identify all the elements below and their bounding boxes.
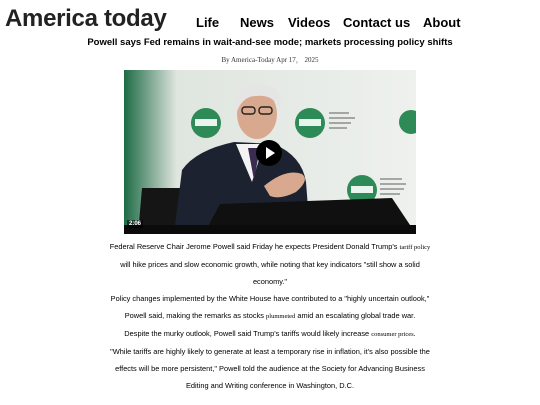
nav-link-about[interactable]: About: [423, 15, 461, 30]
article-paragraph: Federal Reserve Chair Jerome Powell said Friday he expects President Donald Trump's tariff policy will hike prices and slow economic growth, while noting that key indicators "still show a solid economy.": [109, 242, 431, 286]
inline-term: tariff policy: [399, 244, 431, 251]
inline-term: consumer prices: [371, 331, 414, 338]
nav-link-contact-us[interactable]: Contact us: [343, 15, 411, 30]
nav-link-news[interactable]: News: [240, 15, 274, 30]
article-byline: By America-Today Apr 17， 2025: [221, 56, 319, 64]
article-paragraph: Policy changes implemented by the White House have contributed to a "highly uncertain outlook," Powell said, making the remarks as stocks plummeted amid an escalating global trade war.: [110, 294, 430, 320]
site-logo[interactable]: America today: [5, 5, 167, 32]
article-headline: Powell says Fed remains in wait-and-see mode; markets processing policy shifts: [87, 37, 453, 48]
inline-term: plummeted: [266, 313, 296, 320]
nav-link-videos[interactable]: Videos: [288, 15, 331, 30]
article-paragraph: Despite the murky outlook, Powell said Trump's tariffs would likely increase consumer prices.: [124, 329, 416, 338]
article-body: [105, 238, 435, 394]
nav-link-life[interactable]: Life: [196, 15, 220, 30]
article-paragraph: "While tariffs are highly likely to generate at least a temporary rise in inflation, it's also possible the effects will be more persistent," Powell told the audience at the Society for Advancing Business Editing and Writing conference in Washington, D.C.: [110, 347, 430, 390]
video-duration: 2:06: [129, 221, 142, 227]
play-button[interactable]: [256, 140, 282, 166]
